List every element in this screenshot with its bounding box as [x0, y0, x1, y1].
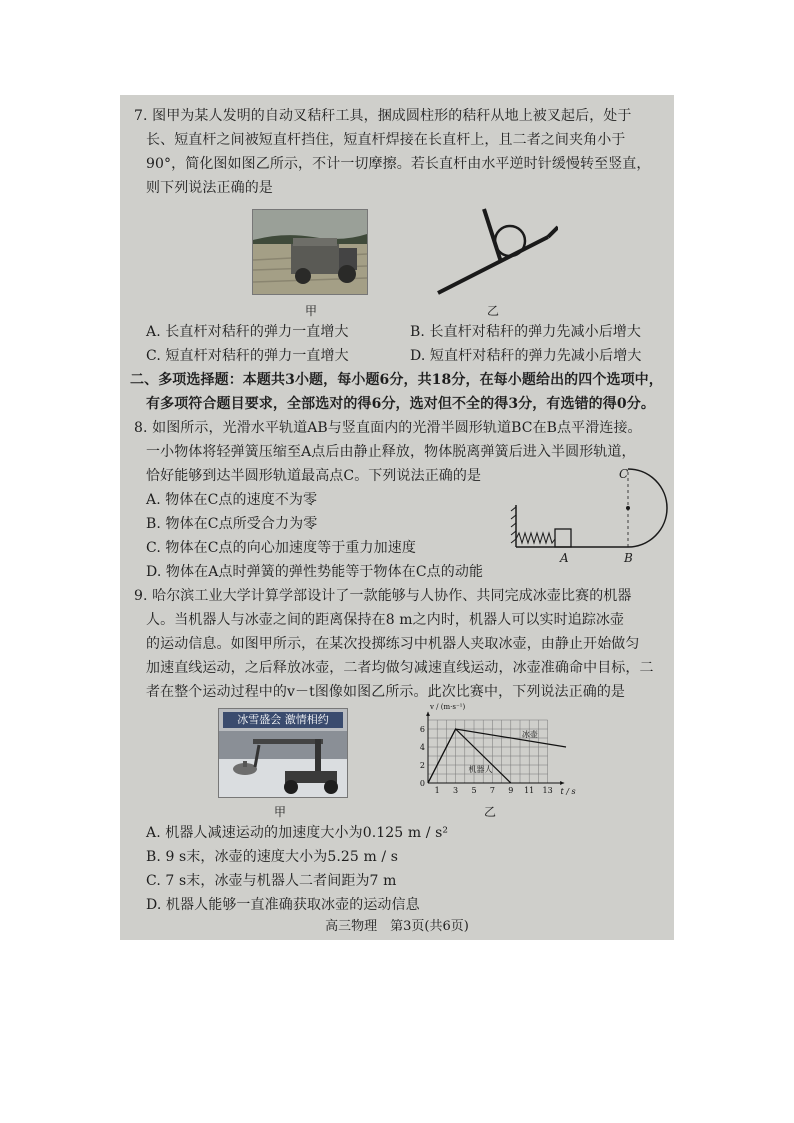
q8-label-a: A: [560, 551, 569, 565]
q7-fig-label-b: 乙: [487, 304, 500, 318]
page-footer: 高三物理 第3页(共6页): [325, 919, 469, 934]
q9-line-1: 9. 哈尔滨工业大学计算学部设计了一款能够与人协作、共同完成冰壶比赛的机器: [134, 588, 632, 604]
q8-line-1: 8. 如图所示，光滑水平轨道AB与竖直面内的光滑半圆形轨道BC在B点平滑连接。: [134, 420, 642, 436]
q8-label-c: C: [619, 467, 629, 481]
q7-option-d: D. 短直杆对秸秆的弹力先减小后增大: [410, 348, 642, 364]
q7-line-3: 90°，简化图如图乙所示，不计一切摩擦。若长直杆由水平逆时针缓慢转至竖直，: [146, 156, 651, 172]
q9-line-3: 的运动信息。如图甲所示，在某次投掷练习中机器人夹取冰壶，由静止开始做匀: [146, 636, 640, 652]
x-axis-arrow: [560, 781, 564, 785]
q8-option-d: D. 物体在A点时弹簧的弹性势能等于物体在C点的动能: [146, 564, 484, 580]
x-tick-label: 3: [453, 786, 459, 795]
series-label-robot: 机器人: [468, 765, 493, 775]
q7-line-1: 7. 图甲为某人发明的自动叉秸秆工具，捆成圆柱形的秸秆从地上被叉起后，处于: [134, 108, 632, 124]
q8-line-3: 恰好能够到达半圆形轨道最高点C。下列说法正确的是: [146, 468, 482, 484]
q8-option-a: A. 物体在C点的速度不为零: [146, 492, 318, 508]
q8-line-2: 一小物体将轻弹簧压缩至A点后由静止释放，物体脱离弹簧后进入半圆形轨道，: [146, 444, 636, 460]
q7-option-c: C. 短直杆对秸秆的弹力一直增大: [146, 348, 349, 364]
y-axis-arrow: [426, 712, 430, 716]
q9-vt-chart: [416, 701, 586, 801]
q7-fig-label-a: 甲: [305, 304, 318, 318]
q7-photo-baler: [252, 209, 368, 295]
q9-line-2: 人。当机器人与冰壶之间的距离保持在8 m之内时，机器人可以实时追踪冰壶: [146, 612, 625, 628]
q9-option-d: D. 机器人能够一直准确获取冰壶的运动信息: [146, 897, 420, 913]
q7-line-4: 则下列说法正确的是: [146, 180, 273, 196]
y-tick-label: 4: [419, 743, 425, 752]
x-tick-label: 9: [508, 786, 514, 795]
q9-option-c: C. 7 s末，冰壶与机器人二者间距为7 m: [146, 873, 397, 889]
x-tick-label: 5: [471, 786, 477, 795]
q7-option-a: A. 长直杆对秸秆的弹力一直增大: [146, 324, 349, 340]
q9-line-5: 者在整个运动过程中的v－t图像如图乙所示。此次比赛中，下列说法正确的是: [146, 684, 626, 700]
q9-photo-robot: [218, 708, 348, 798]
y-tick-label: 6: [419, 725, 425, 734]
q9-option-a: A. 机器人减速运动的加速度大小为0.125 m / s²: [146, 825, 449, 841]
x-tick-label: 1: [434, 786, 440, 795]
q8-option-b: B. 物体在C点所受合力为零: [146, 516, 318, 532]
q7-diagram: [428, 207, 558, 299]
q9-fig-label-a: 甲: [274, 805, 287, 819]
q7-line-2: 长、短直杆之间被短直杆挡住，短直杆焊接在长直杆上，且二者之间夹角小于: [146, 132, 626, 148]
q9-option-b: B. 9 s末，冰壶的速度大小为5.25 m / s: [146, 849, 399, 865]
q9-line-4: 加速直线运动，之后释放冰壶，二者均做匀减速直线运动，冰壶准确命中目标，二: [146, 660, 654, 676]
x-axis-label: t / s: [560, 787, 576, 796]
q9-photo-banner: 冰雪盛会 激情相约: [223, 712, 343, 728]
x-tick-label: 7: [489, 786, 495, 795]
q7-option-b: B. 长直杆对秸秆的弹力先减小后增大: [410, 324, 641, 340]
q8-track-diagram: [510, 465, 670, 557]
y-tick-label: 2: [419, 761, 425, 770]
y-tick-label: 0: [419, 779, 425, 788]
section2-line-1: 二、多项选择题：本题共3小题，每小题6分，共18分，在每小题给出的四个选项中，: [130, 372, 663, 388]
series-label-curling: 冰壶: [521, 730, 538, 740]
q9-fig-label-b: 乙: [484, 805, 497, 819]
q8-label-b: B: [624, 551, 633, 565]
section2-line-2: 有多项符合题目要求，全部选对的得6分，选对但不全的得3分，有选错的得0分。: [146, 396, 655, 412]
exam-page: [120, 95, 674, 940]
y-axis-label: v / (m·s⁻¹): [430, 703, 466, 711]
q8-option-c: C. 物体在C点的向心加速度等于重力加速度: [146, 540, 416, 556]
x-tick-label: 13: [542, 786, 553, 795]
x-tick-label: 11: [524, 786, 535, 795]
